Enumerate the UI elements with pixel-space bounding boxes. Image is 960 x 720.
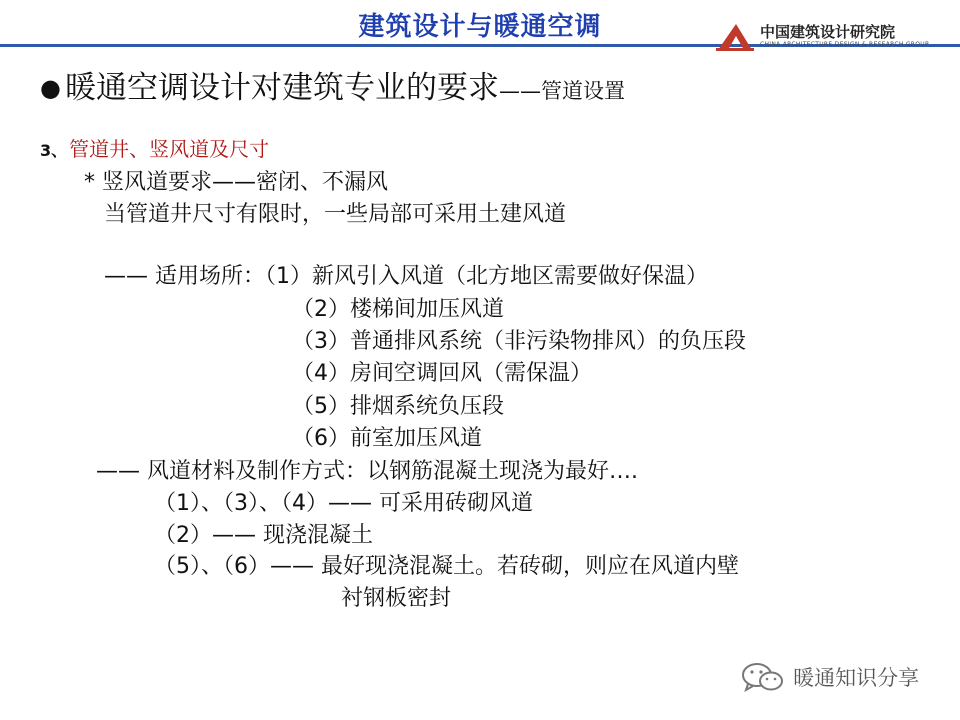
logo-text-cn: 中国建筑设计研究院: [760, 23, 896, 41]
section-title: 管道井、竖风道及尺寸: [69, 137, 270, 161]
section-number: 3、: [40, 141, 68, 160]
logo-text-en: CHINA ARCHITECTURE DESIGN & RESEARCH GROUP: [760, 41, 929, 48]
organization-logo: [716, 20, 952, 54]
body-line: （3）普通排风系统（非污染物排风）的负压段: [292, 329, 746, 354]
body-line: 当管道井尺寸有限时，一些局部可采用土建风道: [104, 202, 567, 227]
body-line: —— 风道材料及制作方式：以钢筋混凝土现浇为最好….: [96, 459, 638, 484]
body-line: * 竖风道要求——密闭、不漏风: [84, 170, 388, 195]
body-line: 衬钢板密封: [341, 586, 452, 611]
wechat-icon: [740, 661, 784, 693]
body-line: （6）前室加压风道: [292, 426, 482, 451]
body-line: （1）、（3）、（4）—— 可采用砖砌风道: [154, 491, 533, 516]
title-bullet: ●: [40, 74, 61, 102]
body-line: （2）楼梯间加压风道: [292, 297, 504, 322]
watermark: [740, 661, 919, 693]
body-line: （2）—— 现浇混凝土: [154, 523, 373, 548]
section-heading: [40, 133, 269, 162]
body-line: （4）房间空调回风（需保温）: [292, 361, 592, 386]
header-title: 建筑设计与暖通空调: [358, 12, 602, 42]
body-line: （5）、（6）—— 最好现浇混凝土。若砖砌，则应在风道内壁: [154, 554, 739, 579]
body-line: —— 适用场所：（1）新风引入风道（北方地区需要做好保温）: [104, 264, 708, 289]
watermark-text: 暖通知识分享: [793, 666, 920, 690]
slide-title-suffix: ——管道设置: [498, 79, 625, 103]
slide-title: [40, 62, 625, 107]
body-line: （5）排烟系统负压段: [292, 394, 504, 419]
logo-mark-icon: [716, 22, 754, 52]
slide-title-text: 暖通空调设计对建筑专业的要求: [64, 70, 499, 106]
